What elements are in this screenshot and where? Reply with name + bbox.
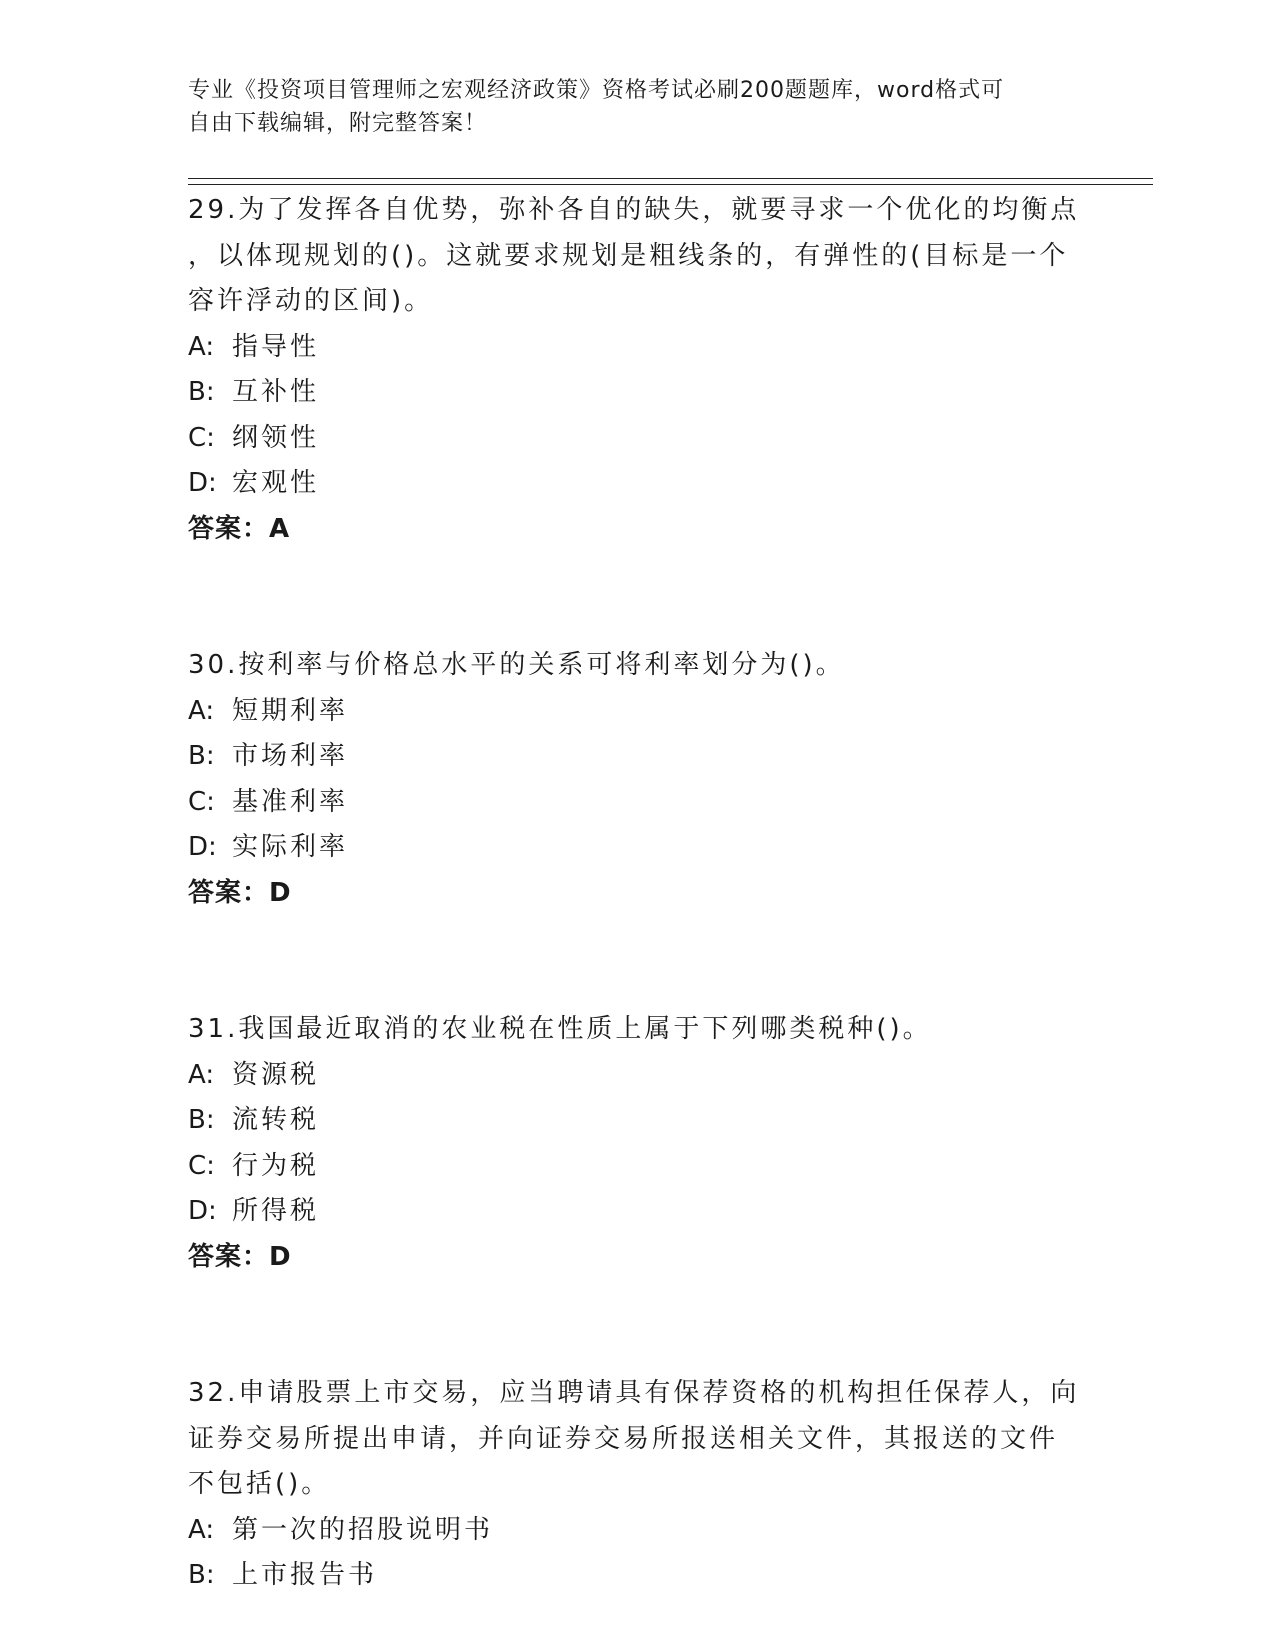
option-text: 纲领性 [232,422,320,453]
question-stem-line: 不包括()。 [188,1469,331,1499]
header-rule-top [188,178,1153,179]
question-stem-line: 31.我国最近取消的农业税在性质上属于下列哪类税种()。 [188,1014,932,1044]
option-b [188,1553,1088,1599]
option-text: 市场利率 [232,741,349,771]
question-spacer [188,916,1088,1007]
question-stem-line: 30.按利率与价格总水平的关系可将利率划分为()。 [188,650,845,680]
option-text: 流转税 [232,1105,320,1135]
option-key: B: [188,741,215,771]
question-stem-line: 32.申请股票上市交易，应当聘请具有保荐资格的机构担任保荐人，向 [188,1378,1080,1408]
option-text: 宏观性 [232,468,320,498]
option-text: 行为税 [232,1150,320,1181]
header-line-1: 专业《投资项目管理师之宏观经济政策》资格考试必刷200题题库，word格式可 [188,78,1005,103]
option-d [188,825,1088,871]
option-b [188,1098,1088,1144]
header-rule-bottom [188,184,1153,185]
question-stem-line: ，以体现规划的()。这就要求规划是粗线条的，有弹性的(目标是一个 [188,240,1069,271]
option-key: B: [188,1105,215,1135]
option-key: C: [188,1150,215,1181]
answer-line: 答案：D [188,877,292,908]
option-text: 基准利率 [232,786,349,817]
option-key: D: [188,468,217,498]
option-c [188,1144,1088,1190]
option-b [188,370,1088,416]
question-31 [188,1007,1088,1280]
option-text: 资源税 [232,1059,320,1090]
option-a [188,325,1088,371]
question-stem-line: 29.为了发挥各自优势，弥补各自的缺失，就要寻求一个优化的均衡点 [188,195,1080,225]
header-line-2: 自由下载编辑，附完整答案！ [188,111,488,136]
option-a [188,1508,1088,1554]
option-key: D: [188,1196,217,1226]
question-spacer [188,1280,1088,1371]
question-stem-line: 证券交易所提出申请，并向证券交易所报送相关文件，其报送的文件 [188,1423,1059,1454]
option-key: A: [188,695,215,726]
option-d [188,1189,1088,1235]
option-key: C: [188,422,215,453]
option-c [188,416,1088,462]
option-a [188,1053,1088,1099]
option-key: B: [188,377,215,407]
question-29 [188,188,1088,552]
option-b [188,734,1088,780]
option-key: C: [188,786,215,817]
option-key: B: [188,1560,215,1590]
option-a [188,689,1088,735]
option-text: 短期利率 [232,695,349,726]
question-spacer [188,552,1088,643]
option-key: A: [188,1059,215,1090]
option-text: 上市报告书 [232,1560,378,1590]
option-text: 实际利率 [232,832,349,862]
question-32 [188,1371,1088,1599]
question-stem-line: 容许浮动的区间)。 [188,286,434,316]
document-header [188,74,1088,140]
option-d [188,461,1088,507]
option-text: 第一次的招股说明书 [232,1514,494,1545]
option-text: 所得税 [232,1196,320,1226]
option-key: A: [188,331,215,362]
option-key: D: [188,832,217,862]
answer-line: 答案：A [188,513,291,544]
option-c [188,780,1088,826]
question-list [188,188,1088,1599]
option-text: 互补性 [232,377,320,407]
option-text: 指导性 [232,331,320,362]
option-key: A: [188,1514,215,1545]
question-30 [188,643,1088,916]
answer-line: 答案：D [188,1241,292,1272]
